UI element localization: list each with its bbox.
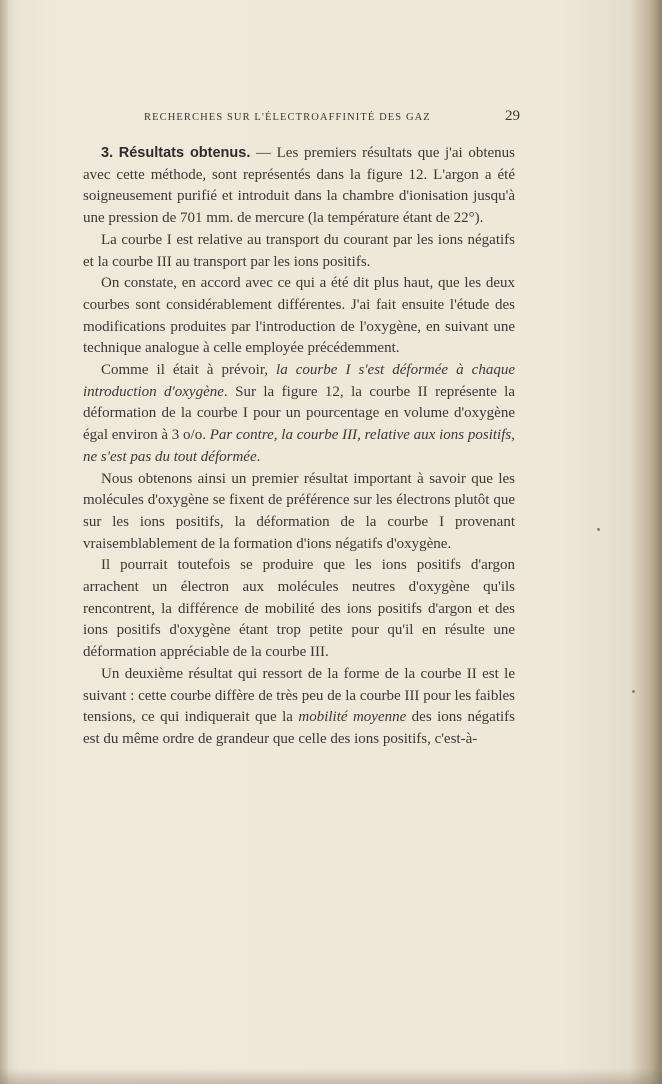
paragraph-7-text-b: des ions négatifs est du même ordre de grandeur que celle des ions positifs, c'est-à-: [83, 709, 516, 747]
paragraph-1-text: — Les premiers résultats que j'ai obtenus avec cette méthode, sont représentés dans la figure 12. L'argon a été soigneusement purifié et introduit dans la chambre d'ionisation jusqu'à une pression de 701 mm. de mercure (la température étant de 22°).: [83, 145, 516, 227]
page-number: 29: [505, 108, 520, 124]
paragraph-4-italic-a: la courbe I s'est déformée à chaque introduction d'oxygène: [83, 362, 515, 400]
section-title: Résultats obtenus.: [118, 145, 251, 161]
running-head: RECHERCHES SUR L'ÉLECTROAFFINITÉ DES GAZ: [144, 112, 431, 123]
paper-speck: [632, 690, 635, 693]
paragraph-1: [83, 143, 515, 230]
paragraph-3: On constate, en accord avec ce qui a été dit plus haut, que les deux courbes sont considérablement différentes. J'ai fait ensuite l'étude des modifications produites par l'introduction de l'oxygène, en suivant une technique analogue à celle employée précédemment.: [83, 275, 515, 357]
paragraph-2: La courbe I est relative au transport du courant par les ions négatifs et la courbe III au transport par les ions positifs.: [83, 231, 515, 270]
paragraph-7-italic-a: mobilité moyenne: [298, 709, 407, 726]
paragraph-4: [83, 360, 515, 469]
page-header: [100, 108, 520, 125]
paragraph-7: [83, 664, 515, 751]
paragraph-5: Nous obtenons ainsi un premier résultat important à savoir que les molécules d'oxygène se fixent de préférence sur les électrons plutôt que sur les ions positifs, la déformation de la courbe I provenant vraisemblablement de la formation d'ions négatifs d'oxygène.: [83, 470, 515, 552]
body-text: [83, 143, 515, 751]
paragraph-7-text-a: Un deuxième résultat qui ressort de la forme de la courbe II est le suivant : cette courbe diffère de très peu de la courbe III pour les faibles tensions, ce qui indiquerait que la: [83, 665, 515, 726]
paragraph-4-italic-b: Par contre, la courbe III, relative aux ions positifs, ne s'est pas du tout déformée: [83, 427, 515, 465]
paper-speck: [597, 528, 600, 531]
paragraph-4-text-a: Comme il était à prévoir,: [101, 362, 277, 379]
paragraph-4-text-c: .: [256, 448, 261, 465]
section-number: 3.: [101, 145, 114, 161]
paragraph-6: Il pourrait toutefois se produire que les ions positifs d'argon arrachent un électron aux molécules neutres d'oxygène qu'ils rencontrent, la différence de mobilité des ions positifs d'argon et des ions positifs d'oxygène étant trop petite pour qu'il en résulte une déformation appréciable de la courbe III.: [83, 557, 515, 661]
paragraph-4-text-b: . Sur la figure 12, la courbe II représente la déformation de la courbe I pour un pourcentage en volume d'oxygène égal environ à 3 o/o.: [83, 383, 515, 444]
